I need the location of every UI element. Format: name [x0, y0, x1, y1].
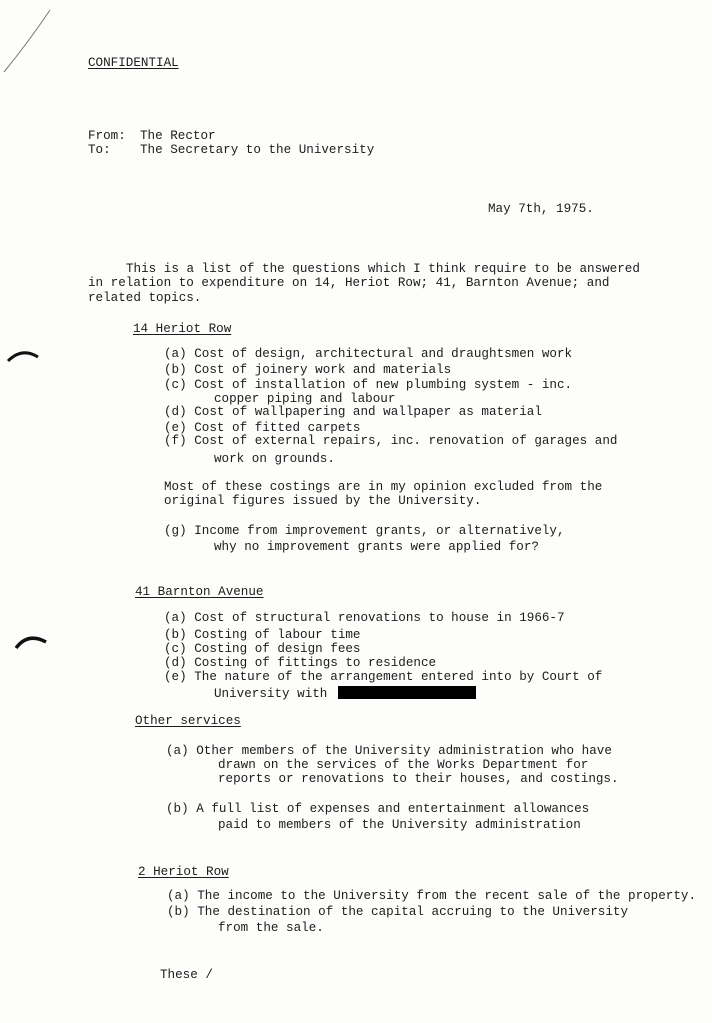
from-label: From:: [88, 129, 126, 143]
from-value: The Rector: [140, 129, 216, 143]
from-line: [88, 129, 216, 143]
classification-label: CONFIDENTIAL: [88, 56, 179, 70]
redaction-bar: [338, 686, 476, 699]
list-item: (d) Cost of wallpapering and wallpaper as material: [164, 405, 542, 419]
note-line-2: original figures issued by the University.: [164, 494, 482, 508]
list-item: (c) Cost of installation of new plumbing system - inc.: [164, 378, 573, 392]
list-item: (a) Cost of design, architectural and draughtsmen work: [164, 347, 573, 361]
intro-line-2: in relation to expenditure on 14, Heriot Row; 41, Barnton Avenue; and: [88, 276, 610, 290]
list-item: (c) Costing of design fees: [164, 642, 361, 656]
list-item: (d) Costing of fittings to residence: [164, 656, 437, 670]
continuation-marker: These /: [160, 968, 213, 982]
list-item: (e) Cost of fitted carpets: [164, 421, 361, 435]
corner-pencil-mark: [0, 0, 60, 80]
list-item-continuation: work on grounds.: [214, 452, 335, 466]
list-item: (g) Income from improvement grants, or alternatively,: [164, 524, 565, 538]
list-item: (e) The nature of the arrangement entered into by Court of: [164, 670, 603, 684]
list-item-continuation: reports or renovations to their houses, and costings.: [218, 772, 619, 786]
list-item: (a) Other members of the University administration who have: [166, 744, 612, 758]
intro-line-1: This is a list of the questions which I think require to be answered: [126, 262, 640, 276]
list-item: (b) The destination of the capital accruing to the University: [167, 905, 629, 919]
list-item: (b) Cost of joinery work and materials: [164, 363, 452, 377]
section-heading-other-services: Other services: [135, 714, 241, 728]
list-item-continuation: University with: [214, 687, 328, 701]
section-heading-41-barnton-avenue: 41 Barnton Avenue: [135, 585, 264, 599]
punch-hole-top: [6, 345, 40, 365]
list-item: (a) The income to the University from the recent sale of the property.: [167, 889, 697, 903]
list-item: (f) Cost of external repairs, inc. renovation of garages and: [164, 434, 618, 448]
to-label: To:: [88, 143, 111, 157]
list-item-continuation: why no improvement grants were applied for?: [214, 540, 539, 554]
letter-date: May 7th, 1975.: [488, 202, 594, 216]
to-value: The Secretary to the University: [140, 143, 375, 157]
to-line: [88, 143, 374, 157]
section-heading-14-heriot-row: 14 Heriot Row: [133, 322, 232, 336]
list-item: (a) Cost of structural renovations to house in 1966-7: [164, 611, 565, 625]
intro-line-3: related topics.: [88, 291, 202, 305]
note-line-1: Most of these costings are in my opinion excluded from the: [164, 480, 603, 494]
section-heading-2-heriot-row: 2 Heriot Row: [138, 865, 229, 879]
list-item-continuation: drawn on the services of the Works Department for: [218, 758, 589, 772]
list-item-continuation: copper piping and labour: [214, 392, 396, 406]
list-item-continuation: from the sale.: [218, 921, 324, 935]
list-item: (b) Costing of labour time: [164, 628, 361, 642]
list-item-continuation: paid to members of the University administration: [218, 818, 581, 832]
list-item: (b) A full list of expenses and entertainment allowances: [166, 802, 590, 816]
punch-hole-bottom: [14, 630, 48, 650]
